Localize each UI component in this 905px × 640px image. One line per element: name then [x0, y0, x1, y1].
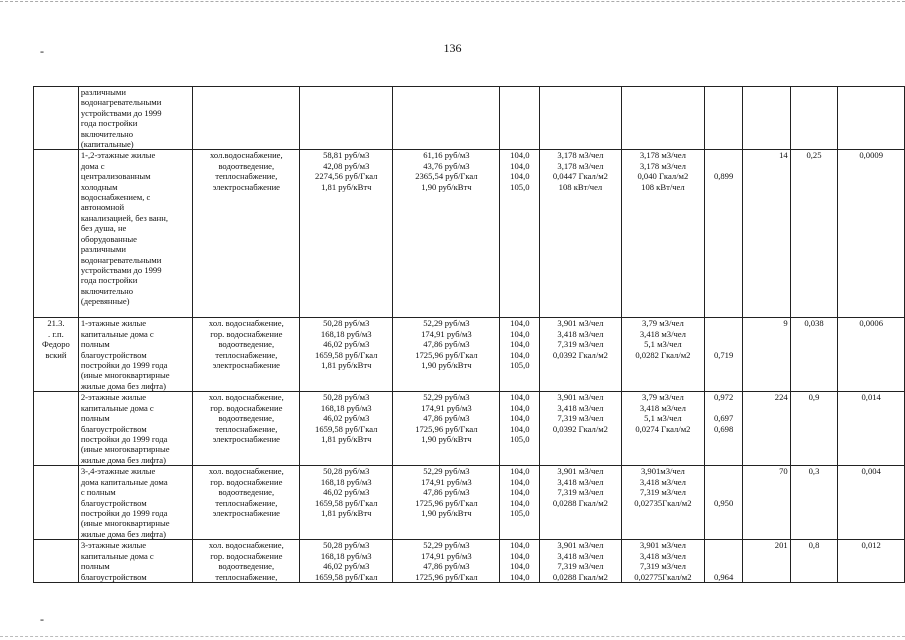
- tariff-next-cell: 52,29 руб/м3 174,91 руб/м3 47,86 руб/м3 1725,96 руб/Гкал 1,90 руб/кВтч: [393, 392, 500, 466]
- tariff-next-cell: [393, 87, 500, 150]
- value-cell: 0,004: [838, 466, 905, 540]
- value-cell: 0,0006: [838, 318, 905, 392]
- coefficient-cell: 0,899: [705, 150, 743, 318]
- table-row: [34, 150, 905, 318]
- index-cell: 104,0 104,0 104,0 105,0: [500, 150, 540, 318]
- index-cell: 104,0 104,0 104,0 104,0 105,0: [500, 318, 540, 392]
- building-type-cell: 2-этажные жилые капитальные дома с полным благоустройством постройки до 1999 года (иные многоквартирные жилые дома без лифта): [78, 392, 193, 466]
- bottom-scan-border: [0, 636, 905, 637]
- tariff-next-cell: 52,29 руб/м3 174,91 руб/м3 47,86 руб/м3 1725,96 руб/Гкал 1,90 руб/кВтч: [393, 466, 500, 540]
- tariff-next-cell: 61,16 руб/м3 43,76 руб/м3 2365,54 руб/Гкал 1,90 руб/кВтч: [393, 150, 500, 318]
- row-number-cell: 21.3. . г.п. Федоро вский: [34, 318, 79, 392]
- row-number-cell: [34, 87, 79, 150]
- share-cell: 0,9: [790, 392, 838, 466]
- services-cell: хол.водоснабжение, водоотведение, теплоснабжение, электроснабжение: [193, 150, 300, 318]
- norm-current-cell: 3,901 м3/чел 3,418 м3/чел 7,319 м3/чел 0,0288 Гкал/м2: [540, 466, 621, 540]
- row-number-cell: [34, 466, 79, 540]
- coefficient-cell: 0,950: [705, 466, 743, 540]
- count-cell: 224: [743, 392, 791, 466]
- index-cell: 104,0 104,0 104,0 104,0 105,0: [500, 392, 540, 466]
- tariff-next-cell: 52,29 руб/м3 174,91 руб/м3 47,86 руб/м3 1725,96 руб/Гкал 1,90 руб/кВтч: [393, 318, 500, 392]
- services-cell: хол. водоснабжение, гор. водоснабжение водоотведение, теплоснабжение,: [193, 540, 300, 583]
- norm-current-cell: 3,901 м3/чел 3,418 м3/чел 7,319 м3/чел 0,0392 Гкал/м2: [540, 318, 621, 392]
- building-type-cell: 1-,2-этажные жилые дома с централизованным холодным водоснабжением, с автономной канализацией, без ванн, без душа, не оборудованные различными водонагревательными устройствами до 1999 года постройки включительно (деревянные): [78, 150, 193, 318]
- building-type-cell: 3-этажные жилые капитальные дома с полным благоустройством: [78, 540, 193, 583]
- table-row: [34, 318, 905, 392]
- count-cell: 14: [743, 150, 791, 318]
- count-cell: 9: [743, 318, 791, 392]
- table-row: [34, 87, 905, 150]
- top-scan-border: [0, 1, 905, 2]
- tariff-current-cell: 58,81 руб/м3 42,08 руб/м3 2274,56 руб/Гкал 1,81 руб/кВтч: [300, 150, 393, 318]
- norm-current-cell: [540, 87, 621, 150]
- count-cell: [743, 87, 791, 150]
- share-cell: 0,3: [790, 466, 838, 540]
- share-cell: 0,25: [790, 150, 838, 318]
- value-cell: 0,014: [838, 392, 905, 466]
- norm-next-cell: [621, 87, 705, 150]
- tariff-current-cell: [300, 87, 393, 150]
- building-type-cell: 1-этажные жилые капитальные дома с полным благоустройством постройки до 1999 года (иные многоквартирные жилые дома без лифта): [78, 318, 193, 392]
- norm-next-cell: 3,178 м3/чел 3,178 м3/чел 0,040 Гкал/м2 108 кВт/чел: [621, 150, 705, 318]
- table-row: [34, 392, 905, 466]
- share-cell: 0,038: [790, 318, 838, 392]
- coefficient-cell: 0,719: [705, 318, 743, 392]
- norm-next-cell: 3,79 м3/чел 3,418 м3/чел 5,1 м3/чел 0,0282 Гкал/м2: [621, 318, 705, 392]
- scan-mark-bottom: -: [40, 612, 44, 626]
- row-number-cell: [34, 392, 79, 466]
- norm-next-cell: 3,901 м3/чел 3,418 м3/чел 7,319 м3/чел 0,02775Гкал/м2: [621, 540, 705, 583]
- tariff-current-cell: 50,28 руб/м3 168,18 руб/м3 46,02 руб/м3 1659,58 руб/Гкал 1,81 руб/кВтч: [300, 392, 393, 466]
- row-number-cell: [34, 540, 79, 583]
- table-row: [34, 466, 905, 540]
- value-cell: 0,012: [838, 540, 905, 583]
- share-cell: [790, 87, 838, 150]
- norm-next-cell: 3,79 м3/чел 3,418 м3/чел 5,1 м3/чел 0,0274 Гкал/м2: [621, 392, 705, 466]
- norm-current-cell: 3,178 м3/чел 3,178 м3/чел 0,0447 Гкал/м2 108 кВт/чел: [540, 150, 621, 318]
- index-cell: 104,0 104,0 104,0 104,0 105,0: [500, 466, 540, 540]
- index-cell: [500, 87, 540, 150]
- tariff-current-cell: 50,28 руб/м3 168,18 руб/м3 46,02 руб/м3 1659,58 руб/Гкал 1,81 руб/кВтч: [300, 466, 393, 540]
- tariff-next-cell: 52,29 руб/м3 174,91 руб/м3 47,86 руб/м3 1725,96 руб/Гкал: [393, 540, 500, 583]
- count-cell: 201: [743, 540, 791, 583]
- tariff-current-cell: 50,28 руб/м3 168,18 руб/м3 46,02 руб/м3 1659,58 руб/Гкал 1,81 руб/кВтч: [300, 318, 393, 392]
- value-cell: 0,0009: [838, 150, 905, 318]
- scan-mark-top: -: [40, 44, 44, 58]
- coefficient-cell: [705, 87, 743, 150]
- index-cell: 104,0 104,0 104,0 104,0: [500, 540, 540, 583]
- services-cell: хол. водоснабжение, гор. водоснабжение водоотведение, теплоснабжение, электроснабжение: [193, 466, 300, 540]
- norm-current-cell: 3,901 м3/чел 3,418 м3/чел 7,319 м3/чел 0,0288 Гкал/м2: [540, 540, 621, 583]
- value-cell: [838, 87, 905, 150]
- norm-current-cell: 3,901 м3/чел 3,418 м3/чел 7,319 м3/чел 0,0392 Гкал/м2: [540, 392, 621, 466]
- norm-next-cell: 3,901м3/чел 3,418 м3/чел 7,319 м3/чел 0,02735Гкал/м2: [621, 466, 705, 540]
- services-cell: хол. водоснабжение, гор. водоснабжение водоотведение, теплоснабжение, электроснабжение: [193, 318, 300, 392]
- building-type-cell: различными водонагревательными устройствами до 1999 года постройки включительно (капитальные): [78, 87, 193, 150]
- tariff-current-cell: 50,28 руб/м3 168,18 руб/м3 46,02 руб/м3 1659,58 руб/Гкал: [300, 540, 393, 583]
- count-cell: 70: [743, 466, 791, 540]
- table-row: [34, 540, 905, 583]
- tariff-table: [33, 86, 905, 583]
- coefficient-cell: 0,964: [705, 540, 743, 583]
- services-cell: хол. водоснабжение, гор. водоснабжение водоотведение, теплоснабжение, электроснабжение: [193, 392, 300, 466]
- share-cell: 0,8: [790, 540, 838, 583]
- page-number: 136: [443, 41, 462, 55]
- services-cell: [193, 87, 300, 150]
- coefficient-cell: 0,972 0,697 0,698: [705, 392, 743, 466]
- row-number-cell: [34, 150, 79, 318]
- building-type-cell: 3-,4-этажные жилые дома капитальные дома с полным благоустройством постройки до 1999 года (иные многоквартирные жилые дома без лифта): [78, 466, 193, 540]
